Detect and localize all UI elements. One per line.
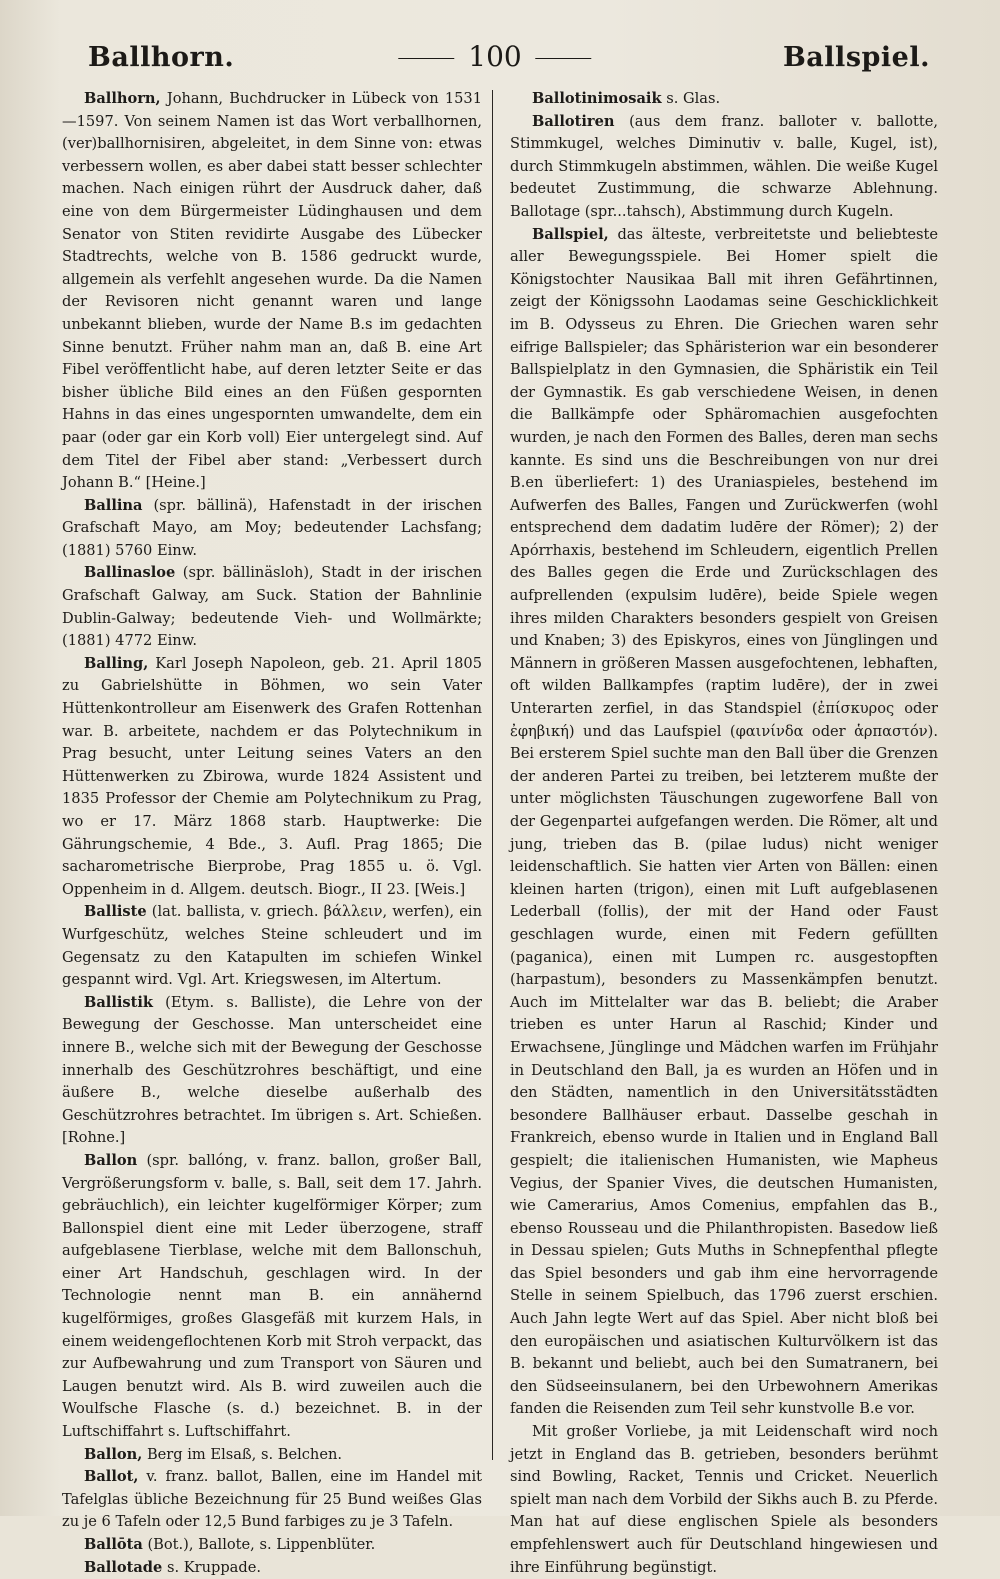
column-divider <box>492 90 493 1460</box>
entry-headword: Ballōta <box>84 1536 143 1553</box>
entry-text: (Etym. s. Balliste), die Lehre von der Bewegung der Geschosse. Man unterscheidet eine innere B., welche sich mit der Bewegung der Geschosse innerhalb des Geschützrohres beschäftigt, und eine äußere B., welche dieselbe außerhalb des Geschützrohres betrachtet. Im übrigen s. Art. Schießen. [Rohne.] <box>62 993 482 1147</box>
entry-headword: Ballspiel, <box>532 225 609 243</box>
entry-headword: Ballinasloe <box>84 564 176 582</box>
entry-headword: Ballina <box>84 496 143 514</box>
entry-text: Karl Joseph Napoleon, geb. 21. April 1805 zu Gabrielshütte in Böhmen, wo sein Vater Hüttenkontrolleur am Eisenwerk des Grafen Rottenhan war. B. arbeitete, nachdem er das Polytechnikum in Prag besucht, unter Leitung seines Vaters an den Hüttenwerken zu Zbirowa, wurde 1824 Assistent und 1835 Professor der Chemie am Polytechnikum zu Prag, wo er 17. März 1868 starb. Hauptwerke: Die Gährungschemie, 4 Bde., 3. Aufl. Prag 1865; Die sacharometrische Bierprobe, Prag 1855 u. ö. Vgl. Oppenheim in d. Allgem. deutsch. Biogr., II 23. [Weis.] <box>62 654 482 898</box>
entry-text: s. Kruppade. <box>162 1558 261 1576</box>
entry-text: v. franz. ballot, Ballen, eine im Handel mit Tafelglas übliche Bezeichnung für 25 Bund weißes Glas zu je 6 Tafeln oder 12,5 Bund farbiges zu je 3 Tafeln. <box>62 1468 482 1531</box>
entry-headword: Ballon, <box>84 1445 143 1463</box>
page-header <box>60 38 930 78</box>
entry-headword: Ballistik <box>84 993 154 1011</box>
entry-ballotinimosaik <box>510 88 938 111</box>
entry-balliste <box>62 901 482 991</box>
entry-ballot <box>62 1466 482 1534</box>
entry-ballotade <box>62 1557 482 1579</box>
entry-headword: Ballon <box>84 1151 138 1169</box>
left-column <box>62 88 482 1576</box>
entry-ballspiel <box>510 224 938 1421</box>
entry-headword: Balling, <box>84 654 149 672</box>
page-number: 100 <box>384 40 605 73</box>
entry-text: s. Glas. <box>661 90 721 107</box>
entry-text: (aus dem franz. balloter v. ballotte, Stimmkugel, welches Diminutiv v. balle, Kugel, ist), durch Stimmkugeln abstimmen, wählen. Die weiße Kugel bedeutet Zustimmung, die schwarze Ablehnung. Ballotage (spr...tahsch), Abstimmung durch Kugeln. <box>510 112 938 220</box>
entry-headword: Ballotiren <box>532 112 615 130</box>
entry-headword: Balliste <box>84 903 147 921</box>
entry-text: (lat. ballista, v. griech. βάλλειν, werfen), ein Wurfgeschütz, welches Steine schleudert und im Gegensatz zu den Katapulten im schiefen Winkel gespannt wird. Vgl. Art. Kriegswesen, im Altertum. <box>62 903 482 989</box>
left-running-headword: Ballhorn. <box>88 42 235 73</box>
entry-headword: Ballotinimosaik <box>532 90 662 107</box>
entry-ballinasloe <box>62 562 482 652</box>
entry-text: (spr. ballóng, v. franz. ballon, großer Ball, Vergrößerungsform v. balle, s. Ball, seit dem 17. Jahrh. gebräuchlich), ein leichter kugelförmiger Körper; zum Ballonspiel dient eine mit Leder überzogene, straff aufgeblasene Tierblase, welche mit dem Ballonschuh, einer Art Handschuh, geschlagen wird. In der Technologie nennt man B. ein annähernd kugelförmiges, großes Glasgefäß mit kurzem Hals, in einem weidengeflochtenen Korb mit Stroh verpackt, das zur Aufbewahrung und zum Transport von Säuren und Laugen benutzt wird. Als B. wird zuweilen auch die Woulfsche Flasche (s. d.) bezeichnet. B. in der Luftschiffahrt s. Luftschiffahrt. <box>62 1151 482 1441</box>
entry-text: (Bot.), Ballote, s. Lippenblüter. <box>142 1536 376 1553</box>
entry-balling <box>62 653 482 902</box>
entry-text: Berg im Elsaß, s. Belchen. <box>142 1445 342 1463</box>
entry-text: Johann, Buchdrucker in Lübeck von 1531—1597. Von seinem Namen ist das Wort verballhornen, (ver)ballhornisiren, abgeleitet, in dem Sinne von: etwas verbessern wollen, es aber dabei statt besser schlechter machen. Nach einigen rührt der Ausdruck daher, daß eine von dem Bürgermeister Lüdinghausen und dem Senator von Stiten revidirte Ausgabe des Lübecker Stadtrechts, welche von B. 1586 gedruckt wurde, allgemein als verfehlt angesehen wurde. Da die Namen der Revisoren nicht genannt waren und lange unbekannt blieben, wurde der Name B.s im gedachten Sinne benutzt. Früher nahm man an, daß B. eine Art Fibel veröffentlicht habe, auf deren letzter Seite er das bisher übliche Bild eines an den Füßen gespornten Hahns in das eines ungespornten umwandelte, dem ein paar (oder gar ein Korb voll) Eier untergelegt sind. Auf dem Titel der Fibel aber stand: „Verbessert durch Johann B.“ [Heine.] <box>62 90 482 492</box>
entry-text: das älteste, verbreitetste und beliebteste aller Bewegungsspiele. Bei Homer spielt die Königstochter Nausikaa Ball mit ihren Gefährtinnen, zeigt der Königssohn Laodamas seine Geschicklichkeit im B. Odysseus zu Ehren. Die Griechen waren sehr eifrige Ballspieler; das Sphäristerion war ein besonderer Ballspielplatz in den Gymnasien, die Sphäristik ein Teil der Gymnastik. Es gab verschiedene Weisen, in denen die Ballkämpfe oder Sphäromachien ausgefochten wurden, je nach den Formen des Balles, deren man sechs kannte. Es sind uns die Beschreibungen von nur drei B.en überliefert: 1) des Uraniaspieles, bestehend im Aufwerfen des Balles, Fangen und Zurückwerfen (wohl entsprechend dem dadatim ludēre der Römer); 2) der Apórrhaxis, bestehend im Schleudern, eigentlich Prellen des Balles gegen die Erde und Zurückschlagen des aufprellenden (expulsim ludēre), beide Spiele wegen ihres milden Charakters besonders gespielt von Greisen und Knaben; 3) des Episkyros, eines von Jünglingen und Männern in größeren Massen ausgefochtenen, lebhaften, oft wilden Ballkampfes (raptim ludēre), der in zwei Unterarten zerfiel, in das Standspiel (ἐπίσκυρος oder ἐφηβική) und das Laufspiel (φαινίνδα oder ἁρπαστόν). Bei ersterem Spiel suchte man den Ball über die Grenzen der anderen Partei zu treiben, bei letzterem mußte der unter möglichsten Täuschungen zugeworfene Ball von der Gegenpartei aufgefangen werden. Die Römer, alt und jung, trieben das B. (pilae ludus) nicht weniger leidenschaftlich. Sie hatten vier Arten von Bällen: einen kleinen harten (trigon), einen mit Luft aufgeblasenen Lederball (follis), der mit der Hand oder Faust geschlagen wurde, einen mit Federn gefüllten (paganica), einen mit Lumpen rc. ausgestopften (harpastum), besonders zu Massenkämpfen benutzt. Auch im Mittelalter war das B. beliebt; die Araber trieben es unter Harun al Raschid; Kinder und Erwachsene, Jünglinge und Mädchen warfen im Frühjahr in Deutschland den Ball, ja es wurden an Höfen und in den Städten, namentlich in den Universitätsstädten besondere Ballhäuser erbaut. Dasselbe geschah in Frankreich, ebenso wurde in Italien und in England Ball gespielt; die italienischen Humanisten, wie Mapheus Vegius, der Spanier Vives, die deutschen Humanisten, wie Camerarius, Amos Comenius, empfahlen das B., ebenso Rousseau und die Philanthropisten. Basedow ließ in Dessau spielen; Guts Muths in Schnepfenthal pflegte das Spiel besonders und gab ihm eine hervorragende Stelle in seinem Spielbuch, das 1796 zuerst erschien. Auch Jahn legte Wert auf das Spiel. Aber nicht bloß bei den europäischen und asiatischen Kulturvölkern ist das B. bekannt und beliebt, auch bei den Sumatranern, bei den Südseeinsulanern, bei den Urbewohnern Amerikas fanden die Reisenden zum Teil sehr kunstvolle B.e vor. <box>510 225 938 1418</box>
entry-text: (spr. bällinä), Hafenstadt in der irischen Grafschaft Mayo, am Moy; bedeutender Lachsfang; (1881) 5760 Einw. <box>62 496 482 559</box>
right-running-headword: Ballspiel. <box>782 42 930 73</box>
entry-ballota <box>62 1534 482 1557</box>
entry-text: Mit großer Vorliebe, ja mit Leidenschaft wird noch jetzt in England das B. getrieben, besonders berühmt sind Bowling, Racket, Tennis und Cricket. Neuerlich spielt man nach dem Vorbild der Sikhs auch B. zu Pferde. Man hat auf diese englischen Spiele als besonders empfehlenswert auch für Deutschland hingewiesen und ihre Einführung begünstigt. <box>510 1423 938 1576</box>
right-column <box>510 88 938 1576</box>
entry-text: (spr. bällinäsloh), Stadt in der irischen Grafschaft Galway, am Suck. Station der Bahnlinie Dublin-Galway; bedeutende Vieh- und Wollmärkte; (1881) 4772 Einw. <box>62 564 482 650</box>
entry-ballistik <box>62 992 482 1150</box>
entry-headword: Ballot, <box>84 1468 139 1486</box>
entry-ballhorn <box>62 88 482 495</box>
entry-headword: Ballhorn, <box>84 90 161 107</box>
entry-ballotiren <box>510 111 938 224</box>
entry-ballspiel-continued <box>510 1421 938 1579</box>
entry-ballon <box>62 1150 482 1444</box>
entry-ballon-berg <box>62 1444 482 1467</box>
entry-headword: Ballotade <box>84 1558 163 1576</box>
entry-ballina <box>62 495 482 563</box>
